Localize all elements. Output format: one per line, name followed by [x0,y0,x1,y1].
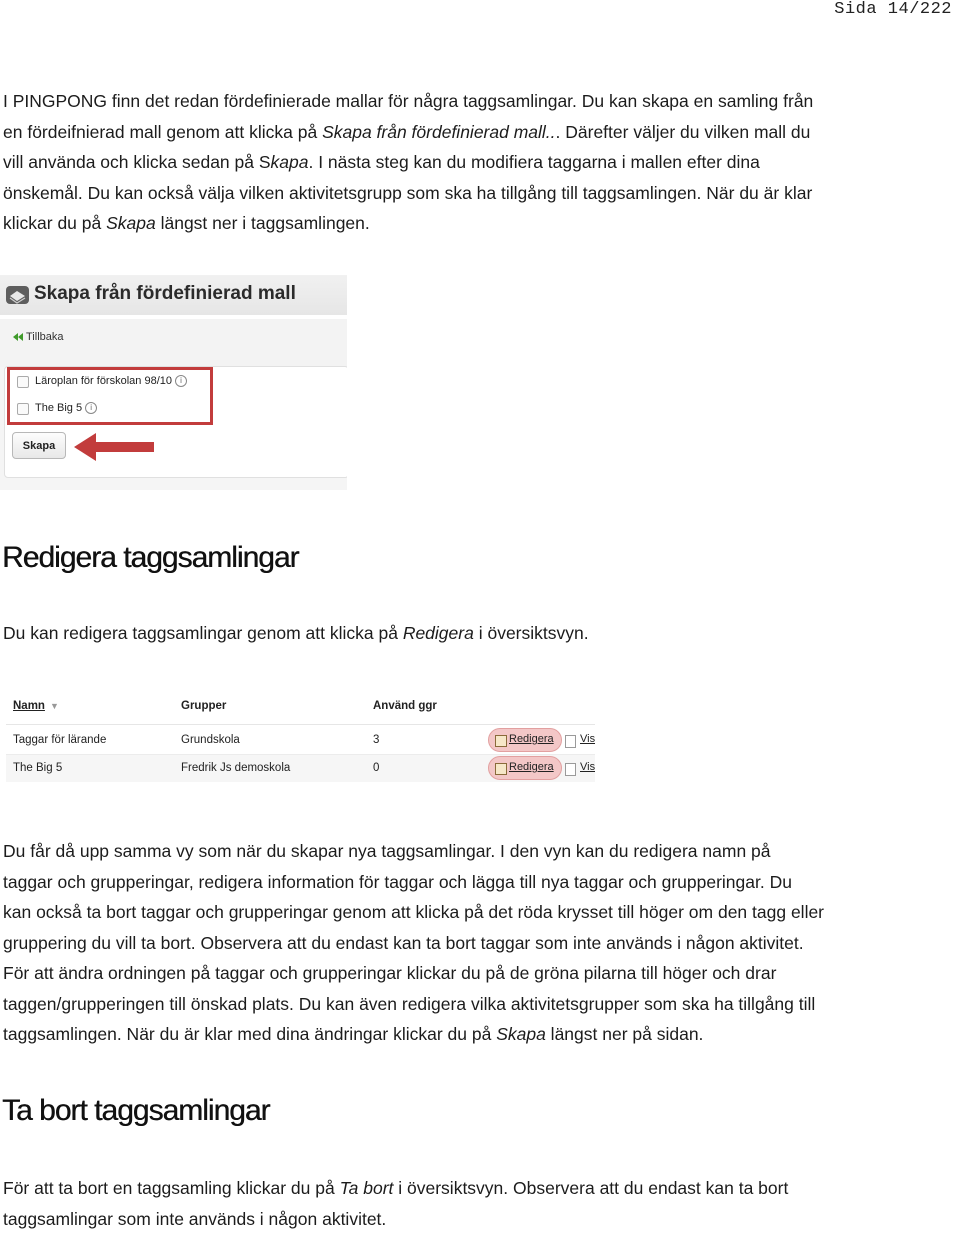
text-line [3,618,589,649]
text-run: I PINGPONG finn det redan fördefinierade mallar för några taggsamlingar. Du kan skapa en samling från [3,91,813,111]
text-line [3,867,824,898]
screenshot-overview-table [6,686,595,782]
text-line [3,208,813,239]
text-run: i översiktsvyn. Observera att du endast kan ta bort [393,1178,788,1198]
row-groups: Fredrik Js demoskola [181,762,290,774]
emphasis: Ta bort [340,1178,394,1198]
back-link[interactable] [12,331,64,343]
emphasis: Skapa [496,1024,546,1044]
create-button[interactable]: Skapa [12,432,66,459]
text-line [3,958,824,989]
text-run: kan också ta bort taggar och grupperingar genom att klicka på det röda krysset till höger om den tagg eller [3,902,824,922]
text-run: önskemål. Du kan också välja vilken aktivitetsgrupp som ska ha tillgång till taggsamlingen. När du är klar [3,183,812,203]
text-line [3,989,824,1020]
text-line [3,117,813,148]
edit-details-paragraph [3,836,824,1050]
text-run: Du kan redigera taggsamlingar genom att klicka på [3,623,403,643]
text-run: För att ta bort en taggsamling klickar du på [3,1178,340,1198]
arrow-left-icon [72,430,156,464]
dialog-title: Skapa från fördefinierad mall [34,283,296,305]
view-icon[interactable] [565,763,576,776]
row-usage: 3 [373,734,379,746]
text-line [3,836,824,867]
edit-link[interactable]: Redigera [509,733,554,745]
text-run: . I nästa steg kan du modifiera taggarna i mallen efter dina [308,152,759,172]
section-heading-edit: Redigera taggsamlingar [2,541,299,575]
text-run: gruppering du vill ta bort. Observera att du endast kan ta bort taggar som inte används i någon aktivitet. [3,933,804,953]
edit-icon[interactable] [495,763,507,775]
row-groups: Grundskola [181,734,240,746]
toolbar [0,319,347,368]
screenshot-create-from-template [0,275,347,490]
edit-icon[interactable] [495,735,507,747]
text-run: längst ner på sidan. [546,1024,704,1044]
text-run: taggar och grupperingar, redigera information för taggar och lägga till nya taggar och grupperingar. Du [3,872,792,892]
text-line [3,178,813,209]
text-run: vill använda och klicka sedan på S [3,152,271,172]
text-run: . Därefter väljer du vilken mall du [556,122,811,142]
text-run: i översiktsvyn. [474,623,589,643]
text-run: Du får då upp samma vy som när du skapar nya taggsamlingar. I den vyn kan du redigera namn på [3,841,771,861]
table-header [6,686,595,725]
text-line [3,1204,788,1234]
info-icon[interactable]: i [85,402,97,414]
template-label: The Big 5 [35,402,82,414]
column-header-usage: Använd ggr [373,700,437,712]
intro-paragraph [3,86,813,239]
back-label: Tillbaka [26,331,64,343]
row-usage: 0 [373,762,379,774]
template-label: Läroplan för förskolan 98/10 [35,375,172,387]
text-run: taggsamlingen. När du är klar med dina ändringar klickar du på [3,1024,496,1044]
edit-link[interactable]: Redigera [509,761,554,773]
text-line [3,928,824,959]
text-run: klickar du på [3,213,106,233]
emphasis: Skapa från fördefinierad mall.. [322,122,555,142]
text-line [3,1173,788,1204]
text-line [3,86,813,117]
view-link[interactable]: Vis [580,761,595,773]
page-number: Sida 14/222 [834,0,952,19]
emphasis: kapa [271,152,309,172]
row-name: The Big 5 [13,762,62,774]
view-link[interactable]: Vis [580,733,595,745]
row-name: Taggar för lärande [13,734,106,746]
delete-paragraph [3,1173,788,1234]
template-icon [5,283,31,307]
text-run: För att ändra ordningen på taggar och grupperingar klickar du på de gröna pilarna till höger och drar [3,963,776,983]
emphasis: Redigera [403,623,474,643]
text-line [3,897,824,928]
column-header-name[interactable]: Namn ▼ [13,700,59,712]
section-heading-delete: Ta bort taggsamlingar [2,1094,270,1128]
column-header-groups: Grupper [181,700,226,712]
info-icon[interactable]: i [175,375,187,387]
sort-caret-icon: ▼ [50,701,59,711]
text-run: taggsamlingar som inte används i någon aktivitet. [3,1209,386,1229]
back-arrow-icon [12,332,24,342]
text-run: taggen/grupperingen till önskad plats. Du kan även redigera vilka aktivitetsgrupper som ska ha tillgång till [3,994,815,1014]
text-run: längst ner i taggsamlingen. [156,213,370,233]
emphasis: Skapa [106,213,156,233]
view-icon[interactable] [565,735,576,748]
text-line [3,1019,824,1050]
highlight-box [7,367,213,425]
edit-intro-paragraph [3,618,589,649]
text-run: en fördeifnierad mall genom att klicka på [3,122,322,142]
text-line [3,147,813,178]
